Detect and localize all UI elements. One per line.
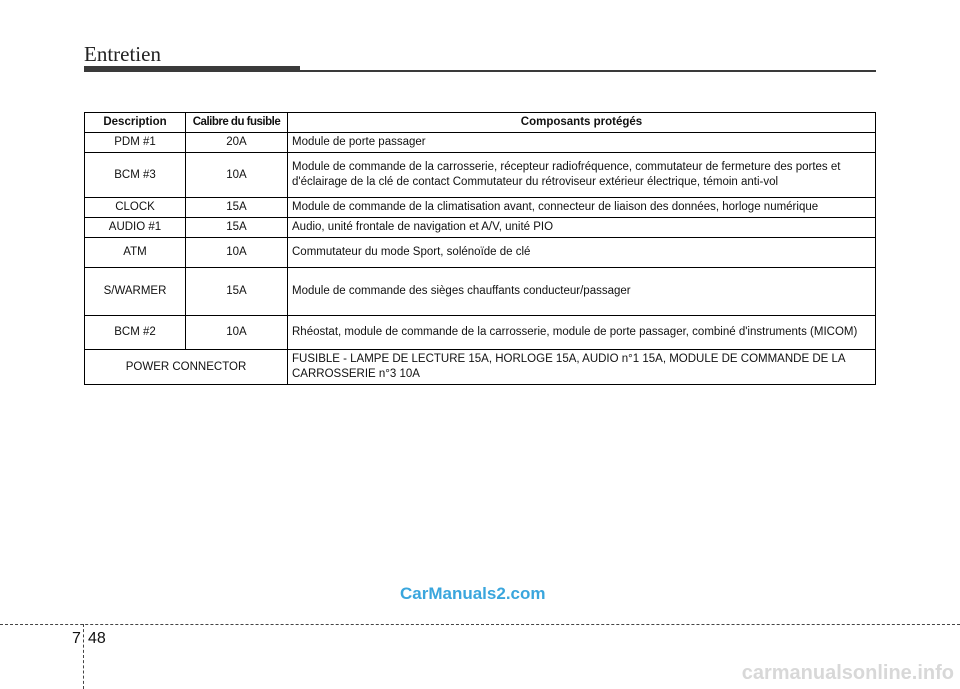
table-row: [85, 153, 876, 198]
table-row: [85, 316, 876, 350]
cell-calibre: 15A: [186, 218, 288, 238]
header-rule-thick: [84, 66, 300, 72]
cell-composants: FUSIBLE - LAMPE DE LECTURE 15A, HORLOGE 15A, AUDIO n°1 15A, MODULE DE COMMANDE DE LA CARROSSERIE n°3 10A: [288, 350, 876, 385]
cell-calibre: 10A: [186, 153, 288, 198]
fuse-table: [84, 112, 876, 385]
page-number: 48: [88, 630, 106, 647]
cell-composants: Module de commande des sièges chauffants conducteur/passager: [288, 268, 876, 316]
cell-description: POWER CONNECTOR: [85, 350, 288, 385]
cell-description: ATM: [85, 238, 186, 268]
cell-composants: Module de commande de la carrosserie, récepteur radiofréquence, commutateur de fermeture des portes et d'éclairage de la clé de contact Commutateur du rétroviseur extérieur électrique, témoin anti-vol: [288, 153, 876, 198]
cell-description: CLOCK: [85, 198, 186, 218]
footer-dashed-rule: [0, 624, 960, 625]
header-composants: Composants protégés: [288, 113, 876, 133]
cell-calibre: 10A: [186, 316, 288, 350]
watermark-carmanualsonline[interactable]: carmanualsonline.info: [741, 662, 954, 684]
cell-calibre: 15A: [186, 268, 288, 316]
table-row: [85, 238, 876, 268]
table-row: [85, 350, 876, 385]
header-calibre: Calibre du fusible: [186, 113, 288, 133]
table-row: [85, 218, 876, 238]
section-number: 7: [72, 630, 81, 647]
table-header-row: [85, 113, 876, 133]
cell-composants: Audio, unité frontale de navigation et A/V, unité PIO: [288, 218, 876, 238]
cell-description: S/WARMER: [85, 268, 186, 316]
footer-dashed-divider: [83, 624, 84, 689]
watermark-carmanuals2[interactable]: CarManuals2.com: [400, 584, 546, 603]
cell-composants: Commutateur du mode Sport, solénoïde de clé: [288, 238, 876, 268]
header-rule-thin: [300, 70, 876, 72]
cell-composants: Rhéostat, module de commande de la carrosserie, module de porte passager, combiné d'instruments (MICOM): [288, 316, 876, 350]
header-description: Description: [85, 113, 186, 133]
page-header-title: Entretien: [84, 42, 161, 66]
cell-composants: Module de porte passager: [288, 133, 876, 153]
table-row: [85, 198, 876, 218]
cell-calibre: 10A: [186, 238, 288, 268]
cell-description: PDM #1: [85, 133, 186, 153]
cell-composants: Module de commande de la climatisation avant, connecteur de liaison des données, horloge numérique: [288, 198, 876, 218]
cell-description: AUDIO #1: [85, 218, 186, 238]
table-row: [85, 268, 876, 316]
table-row: [85, 133, 876, 153]
cell-calibre: 20A: [186, 133, 288, 153]
cell-description: BCM #3: [85, 153, 186, 198]
cell-description: BCM #2: [85, 316, 186, 350]
cell-calibre: 15A: [186, 198, 288, 218]
